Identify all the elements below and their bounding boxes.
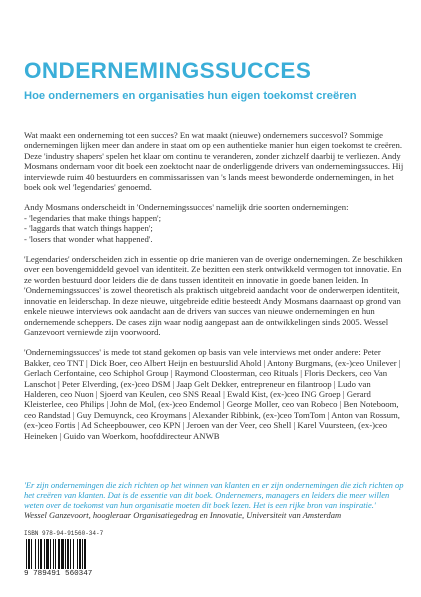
interview-credits: 'Ondernemingssucces' is mede tot stand gekomen op basis van vele interviews met onder andere: Peter Bakker, ceo TNT | Dick Boer, ceo Albert Heijn en bestuurslid Ahold | Antony Burgmans, (ex-)ceo Unilever | Gerlach Cerfontaine, ceo Schiphol Group | Raymond Cloosterman, ceo Rituals | Floris Deckers, ceo Van Lanschot | Peter Elverding, (ex-)ceo DSM | Jaap Gelt Dekker, entrepreneur en filantroop | Ludo van Halderen, ceo Nuon | Sjoerd van Keulen, ceo SNS Reaal | Ewald Kist, (ex-)ceo ING Groep | Gerard Kleisterlee, ceo Philips | John de Mol, (ex-)ceo Endemol | George Moller, ceo van Robeco | Ben Noteboom, ceo Randstad | Guy Demuynck, ceo Kroymans | Alexander Ribbink, (ex-)ceo TomTom | Anton van Rossum, (ex-)ceo Fortis | Ad Scheepbouwer, ceo KPN | Jeroen van der Veer, ceo Shell | Karel Vuursteen, (ex-)ceo Heineken | Guido van Woerkom, hoofddirecteur ANWB: [24, 347, 401, 441]
intro-paragraph: Wat maakt een onderneming tot een succes? En wat maakt (nieuwe) ondernemers succesvol? Sommige ondernemingen lijken meer dan andere in staat om op een authentieke manier hun eigen toekomst te creëren. Deze 'industry shapers' spelen het klaar om continu te veranderen, zonder zichzelf daarbij te verliezen. Andy Mosmans ondernam voor dit boek een zoektocht naar de onderliggende drivers van ondernemingssucces. Hij interviewde ruim 40 bestuurders en commissarissen van 's lands meest bewonderde ondernemingen, in het boek ook wel 'legendaries' genoemd.: [24, 130, 404, 193]
book-subtitle: Hoe ondernemers en organisaties hun eigen toekomst creëren: [24, 90, 357, 102]
quote-author: Wessel Ganzevoort, hoogleraar Organisatiegedrag en Innovatie, Universiteit van Amsterdam: [24, 510, 342, 520]
types-intro: Andy Mosmans onderscheidt in 'Ondernemingssucces' namelijk drie soorten ondernemingen:: [24, 202, 349, 213]
barcode-digits: 9 789491 560347: [24, 570, 93, 578]
types-block: [24, 202, 404, 244]
quote-text: 'Er zijn ondernemingen die zich richten op het winnen van klanten en er zijn ondernemingen die zich richten op het creëren van klanten. Dat is de essentie van dit boek. Ondernemers, managers en leiders die meer willen weten over de toekomst van hun organisatie moeten dit boek lezen. Het is een rijke bron van inspiratie.': [24, 480, 404, 510]
endorsement-quote: [24, 480, 404, 520]
isbn-label: ISBN 978-94-91560-34-7: [24, 530, 104, 537]
barcode-area: [24, 530, 103, 578]
legendaries-paragraph: 'Legendaries' onderscheiden zich in essentie op drie manieren van de overige ondernemingen. Ze beschikken over een bovengemiddeld gevoel van identiteit. Ze bezitten een sterk ontwikkeld vermogen tot innovatie. En ze worden bestuurd door leiders die de dans tussen identiteit en innovatie in goede banen leiden. In 'Ondernemingssucces' is zowel theoretisch als praktisch uitgebreid aandacht voor de onderwerpen identiteit, innovatie en leiderschap. In deze nieuwe, uitgebreide editie besteedt Andy Mosmans daarnaast op grond van enkele nieuwe interviews ook aandacht aan de drivers van succes van nieuwe ondernemingen en hun ondernemende scheppers. De cases zijn waar nodig aangepast aan de ontwikkelingen sinds 2005. Wessel Ganzevoort verniewde zijn voorwoord.: [24, 254, 403, 337]
barcode-image: [24, 539, 102, 569]
list-item: - 'losers that wonder what happened'.: [24, 233, 153, 244]
body-text: [24, 130, 404, 451]
book-title: ONDERNEMINGSSUCCES: [24, 58, 312, 83]
list-item: - 'legendaries that make things happen';: [24, 212, 162, 223]
types-list: [24, 213, 404, 244]
list-item: - 'laggards that watch things happen';: [24, 223, 153, 234]
